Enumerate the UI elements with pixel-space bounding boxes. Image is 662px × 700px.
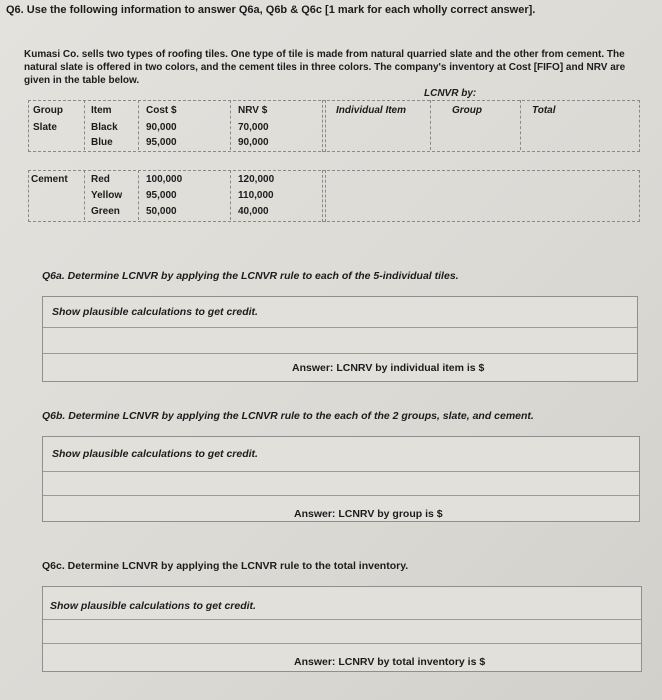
row-item-green: Green [91,206,120,217]
row-nrv-green: 40,000 [238,206,269,217]
header-total: Total [532,105,556,116]
row-cost-black: 90,000 [146,122,177,133]
row-item-yellow: Yellow [91,190,123,201]
intro-paragraph: Kumasi Co. sells two types of roofing tiles. One type of tile is made from natural quarried slate and the other from cement. The natural slate is offered in two colors, and the cement tiles in three colors. The company's inventory at Cost [FIFO] and NRV are given in the table below. [24,49,626,86]
row-nrv-red: 120,000 [238,174,275,185]
header-cost: Cost $ [146,105,177,116]
row-nrv-blue: 90,000 [238,137,269,148]
q6a-question: Q6a. Determine LCNVR by applying the LCNVR rule to each of the 5-individual tiles. [42,270,459,282]
q6b-answer-label: Answer: LCNRV by group is $ [294,508,443,520]
q6a-show-calculations: Show plausible calculations to get credit. [52,306,258,318]
row-item-black: Black [91,122,118,133]
header-group: Group [33,105,63,116]
row-nrv-black: 70,000 [238,122,269,133]
lcnvr-table-border-cement [322,170,640,222]
row-group-slate: Slate [33,122,57,133]
row-group-cement: Cement [31,174,68,185]
header-nrv: NRV $ [238,105,268,116]
lcnvr-by-label: LCNVR by: [424,88,477,99]
q6b-question: Q6b. Determine LCNVR by applying the LCNVR rule to the each of the 2 groups, slate, and cement. [42,410,534,422]
q6c-show-calculations: Show plausible calculations to get credit. [50,600,256,612]
q6c-answer-label: Answer: LCNRV by total inventory is $ [294,656,486,668]
q6b-show-calculations: Show plausible calculations to get credit. [52,448,258,460]
row-cost-red: 100,000 [146,174,183,185]
row-item-blue: Blue [91,137,113,148]
header-lcnvr-group: Group [452,105,482,116]
row-nrv-yellow: 110,000 [238,190,274,201]
question-title: Q6. Use the following information to answer Q6a, Q6b & Q6c [1 mark for each wholly correct answer]. [6,4,536,16]
header-individual-item: Individual Item [336,105,407,116]
row-cost-green: 50,000 [146,206,177,217]
header-item: Item [91,105,112,116]
slate-table-border [28,100,326,152]
row-item-red: Red [91,174,110,185]
q6c-question: Q6c. Determine LCNVR by applying the LCNVR rule to the total inventory. [42,560,409,572]
row-cost-yellow: 95,000 [146,190,177,201]
row-cost-blue: 95,000 [146,137,177,148]
q6a-answer-label: Answer: LCNRV by individual item is $ [292,362,485,374]
